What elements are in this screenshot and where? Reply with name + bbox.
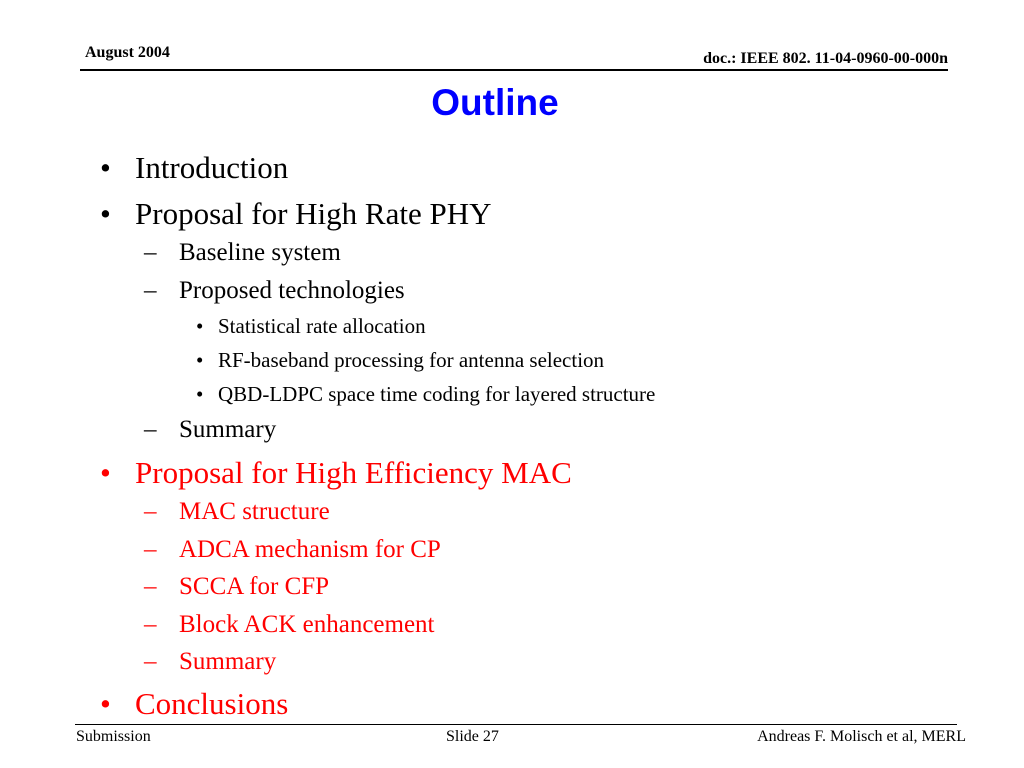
footer-author: Andreas F. Molisch et al, MERL bbox=[757, 728, 966, 745]
dash-marker: – bbox=[144, 573, 157, 600]
outline-item-label: Proposed technologies bbox=[179, 277, 405, 304]
outline-item-label: Proposal for High Efficiency MAC bbox=[135, 455, 572, 490]
outline-subsubitem-statistical-rate bbox=[196, 314, 426, 339]
dash-marker: – bbox=[144, 498, 157, 525]
outline-subitem-block-ack bbox=[144, 611, 435, 639]
outline-item-label: Baseline system bbox=[179, 239, 341, 266]
bullet-marker: • bbox=[100, 686, 111, 721]
outline-subitem-scca bbox=[144, 573, 330, 601]
outline-item-introduction bbox=[100, 150, 289, 186]
dash-marker: – bbox=[144, 648, 157, 675]
bullet-marker: • bbox=[100, 196, 111, 231]
header-doc-id: doc.: IEEE 802. 11-04-0960-00-000n bbox=[703, 50, 948, 67]
outline-item-high-efficiency-mac bbox=[100, 455, 572, 491]
dash-marker: – bbox=[144, 536, 157, 563]
bullet-marker: • bbox=[196, 348, 204, 372]
footer-divider bbox=[75, 724, 957, 725]
outline-subsubitem-qbd-ldpc bbox=[196, 382, 656, 407]
bullet-marker: • bbox=[196, 382, 204, 406]
outline-subitem-proposed-technologies bbox=[144, 277, 405, 305]
dash-marker: – bbox=[144, 239, 157, 266]
outline-item-label: SCCA for CFP bbox=[179, 573, 330, 600]
outline-item-label: RF-baseband processing for antenna selection bbox=[218, 348, 605, 372]
outline-subitem-adca bbox=[144, 536, 441, 564]
outline-item-label: Statistical rate allocation bbox=[218, 314, 426, 338]
outline-item-label: Summary bbox=[179, 416, 277, 443]
bullet-marker: • bbox=[100, 150, 111, 185]
outline-item-label: ADCA mechanism for CP bbox=[179, 536, 441, 563]
outline-item-label: Proposal for High Rate PHY bbox=[135, 196, 492, 231]
outline-subitem-phy-summary bbox=[144, 416, 277, 444]
bullet-marker: • bbox=[196, 314, 204, 338]
dash-marker: – bbox=[144, 416, 157, 443]
outline-item-label: MAC structure bbox=[179, 498, 330, 525]
outline-item-label: Introduction bbox=[135, 150, 289, 185]
footer-slide-number: Slide 27 bbox=[446, 728, 499, 745]
footer-submission: Submission bbox=[76, 728, 151, 745]
outline-subsubitem-rf-baseband bbox=[196, 348, 605, 373]
bullet-marker: • bbox=[100, 455, 111, 490]
outline-subitem-baseline-system bbox=[144, 239, 341, 267]
outline-item-label: Conclusions bbox=[135, 686, 289, 721]
header-divider bbox=[80, 69, 948, 71]
outline-item-label: QBD-LDPC space time coding for layered structure bbox=[218, 382, 656, 406]
outline-item-high-rate-phy bbox=[100, 196, 492, 232]
outline-subitem-mac-structure bbox=[144, 498, 330, 526]
outline-subitem-mac-summary bbox=[144, 648, 277, 676]
outline-item-conclusions bbox=[100, 686, 289, 722]
outline-item-label: Block ACK enhancement bbox=[179, 611, 435, 638]
dash-marker: – bbox=[144, 611, 157, 638]
header-date: August 2004 bbox=[85, 44, 170, 61]
outline-item-label: Summary bbox=[179, 648, 277, 675]
dash-marker: – bbox=[144, 277, 157, 304]
slide-title: Outline bbox=[431, 82, 559, 123]
